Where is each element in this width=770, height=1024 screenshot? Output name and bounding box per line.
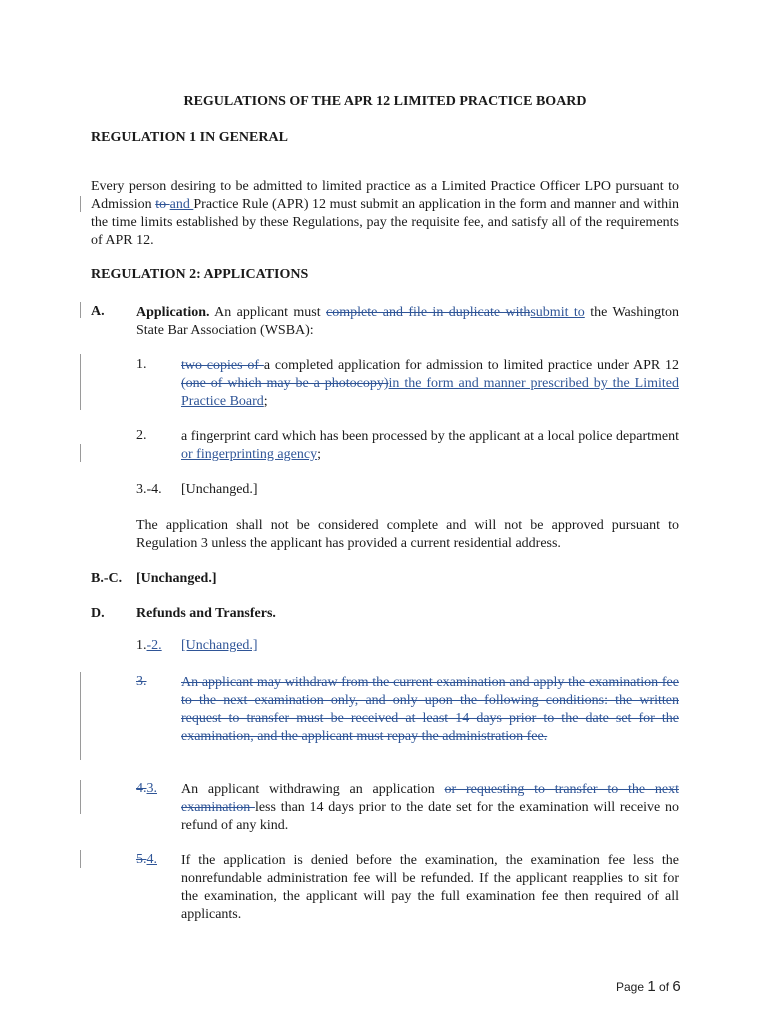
section-b-c-text: [Unchanged.]: [136, 571, 217, 586]
regulation-1-heading: REGULATION 1 IN GENERAL: [91, 130, 288, 145]
section-a-paragraph: [136, 304, 679, 340]
text-run: An applicant withdrawing an application: [181, 782, 445, 797]
item-2-paragraph: [181, 428, 679, 464]
change-bar: [80, 354, 81, 410]
item-3-4-text: [Unchanged.]: [181, 482, 258, 497]
text-run: Every person desiring to be admitted to limited practice as a Limited Practice Officer LPO pursuant to Admission: [91, 179, 679, 212]
inserted-text: in the form and manner prescribed by the Limited Practice Board: [181, 376, 679, 409]
change-bar: [80, 850, 81, 868]
inserted-text: or fingerprinting agency: [181, 447, 318, 462]
page-word: Page: [616, 980, 648, 994]
section-b-c-label: B.-C.: [91, 571, 123, 586]
d-item-4-number: [136, 781, 157, 797]
d-item-4-paragraph: [181, 781, 679, 835]
text-run: Practice Rule (APR) 12 must submit an application in the form and manner and within the time limits established by these Regulations, pay the requisite fee, and satisfy all of the requirements of APR 12.: [91, 197, 679, 248]
text-run: the Washington State Bar Association (WSBA):: [136, 305, 679, 338]
of-word: of: [655, 980, 673, 994]
d-item-5-paragraph: If the application is denied before the examination, the examination fee less the nonrefundable administration fee will be refunded. If the applicant reapplies to sit for the examination, the applicant will pay the full examination fee then required of all applicants.: [181, 853, 679, 922]
section-a-title: Application.: [136, 305, 210, 320]
text-run: a fingerprint card which has been processed by the applicant at a local police department: [181, 429, 679, 444]
change-bar: [80, 780, 81, 814]
current-page: 1: [647, 978, 656, 995]
regulation-1-paragraph: [91, 178, 679, 250]
section-d-title: Refunds and Transfers.: [136, 606, 276, 621]
d-item-1-number: [136, 638, 162, 654]
text-run: ;: [317, 447, 321, 462]
text-run: a completed application for admission to limited practice under APR 12: [263, 358, 680, 373]
change-bar: [80, 672, 81, 760]
d-item-5-number: [136, 852, 157, 868]
page-title: REGULATIONS OF THE APR 12 LIMITED PRACTICE BOARD: [183, 94, 587, 109]
inserted-text: submit to: [530, 305, 585, 320]
deleted-text: to: [155, 197, 170, 212]
text-run: less than 14 days prior to the date set for the examination will receive no refund of any kind.: [181, 800, 680, 833]
inserted-text: -2.: [146, 638, 162, 653]
inserted-text: and: [169, 197, 194, 212]
deleted-text: 5.: [136, 852, 147, 867]
deleted-text: 4.: [136, 781, 147, 796]
text-run: 1.: [136, 638, 147, 653]
text-run: An applicant must: [209, 305, 327, 320]
item-1-number: 1.: [136, 357, 147, 372]
page-number: [616, 978, 681, 995]
item-3-4-number: 3.-4.: [136, 482, 162, 497]
text-run: ;: [263, 394, 268, 409]
inserted-text: 3.: [146, 781, 157, 796]
change-bar: [80, 444, 81, 462]
deleted-text: (one of which may be a photocopy): [181, 376, 389, 391]
deleted-text: or requesting to transfer to the next examination: [181, 782, 679, 815]
item-2-number: 2.: [136, 428, 147, 443]
change-bar: [80, 196, 81, 212]
change-bar: [80, 302, 81, 318]
total-pages: 6: [672, 978, 681, 995]
regulation-2-heading: REGULATION 2: APPLICATIONS: [91, 267, 309, 282]
inserted-text: 4.: [146, 852, 157, 867]
section-a-label: A.: [91, 304, 105, 319]
deleted-text: complete and file in duplicate with: [326, 305, 531, 320]
d-item-3-paragraph: An applicant may withdraw from the current examination and apply the examination fee to the next examination only, and only upon the following conditions: the written request to transfer must be received at least 14 days prior to the date set for the examination, and the applicant must repay the administration fee.: [181, 675, 679, 744]
section-d-label: D.: [91, 606, 105, 621]
deleted-text: two copies of: [181, 358, 264, 373]
d-item-1-text: [Unchanged.]: [181, 638, 258, 653]
item-1-paragraph: [181, 357, 679, 411]
d-item-3-number: 3.: [136, 674, 147, 689]
application-note: The application shall not be considered complete and will not be approved pursuant to Regulation 3 unless the applicant has provided a current residential address.: [136, 518, 679, 551]
